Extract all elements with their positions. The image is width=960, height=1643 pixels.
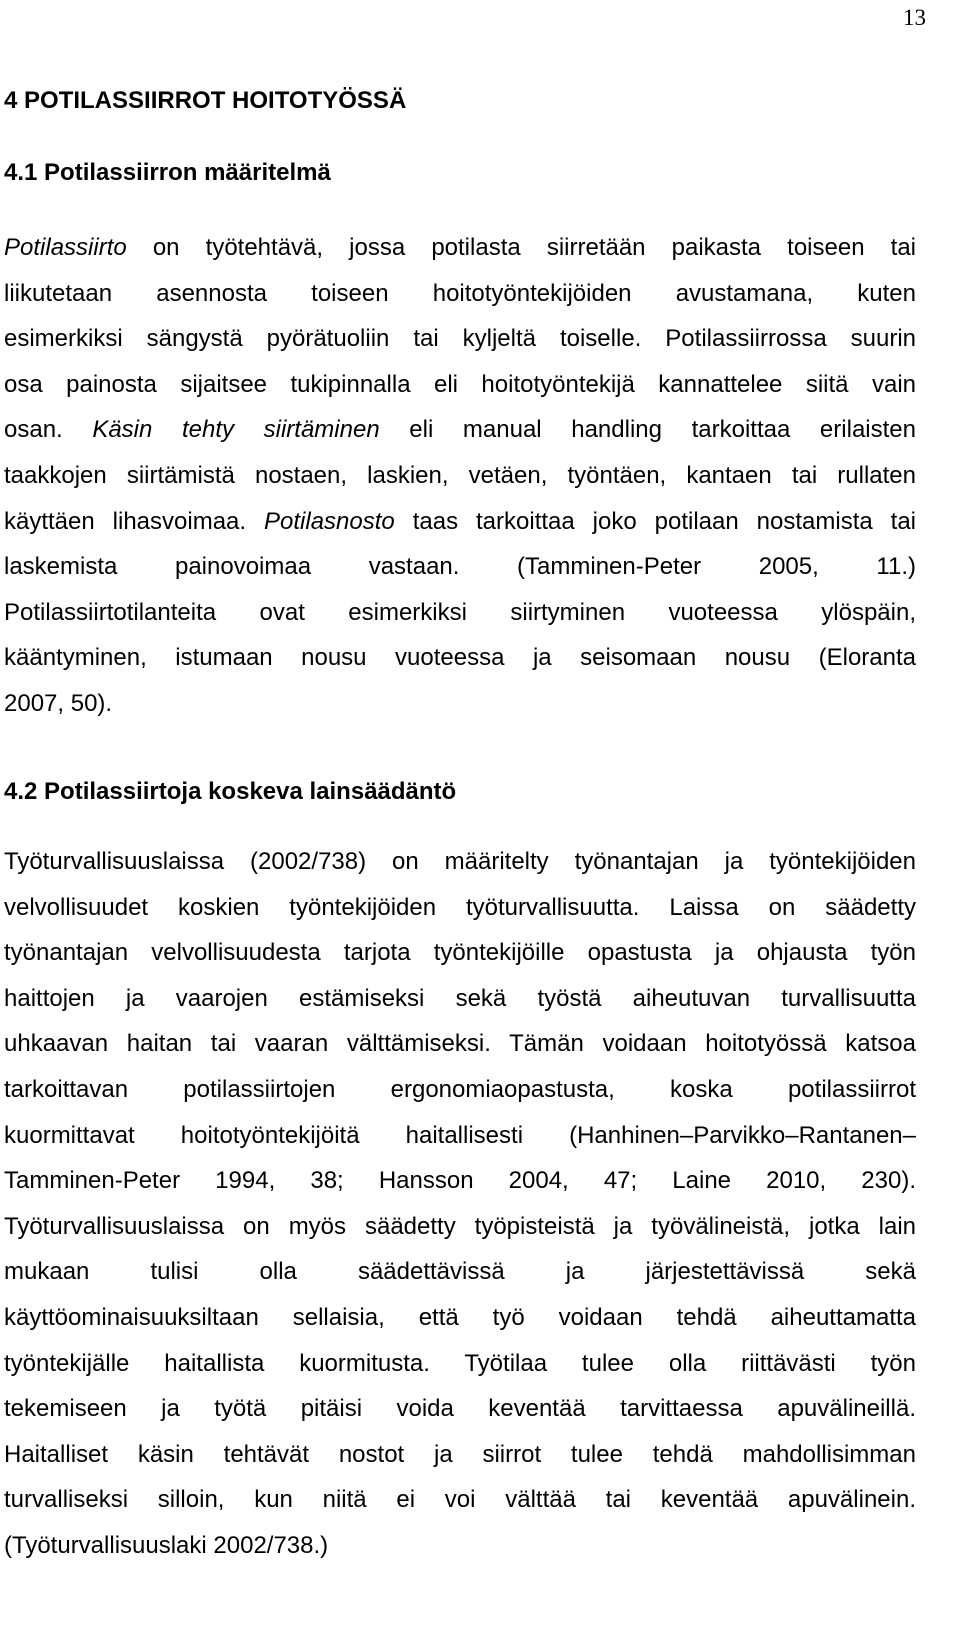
text-line	[4, 1249, 916, 1295]
text-run: Työturvallisuuslaissa (2002/738) on määritelty työnantajan ja työntekijöiden	[4, 848, 916, 875]
text-run: Haitalliset käsin tehtävät nostot ja siirrot tulee tehdä mahdollisimman	[4, 1440, 916, 1468]
text-run: velvollisuudet koskien työntekijöiden työturvallisuutta. Laissa on säädetty	[4, 893, 916, 921]
text-run: liikutetaan asennosta toiseen hoitotyöntekijöiden avustamana, kuten	[4, 279, 916, 307]
text-run: taas tarkoittaa joko potilaan nostamista tai	[394, 507, 916, 535]
text-run: 2007, 50).	[4, 689, 113, 717]
text-line	[4, 1523, 916, 1569]
italic-term: Potilasnosto	[264, 507, 395, 535]
text-run: mukaan tulisi olla säädettävissä ja järjestettävissä sekä	[4, 1258, 916, 1286]
text-run: eli manual handling tarkoittaa erilaisten	[379, 416, 916, 444]
text-line	[4, 1021, 916, 1067]
text-line	[4, 1204, 916, 1250]
text-run: käyttöominaisuuksiltaan sellaisia, että työ voidaan tehdä aiheuttamatta	[4, 1303, 916, 1331]
text-run: Työturvallisuuslaissa on myös säädetty työpisteistä ja työvälineistä, jotka lain	[4, 1212, 916, 1240]
text-run: on työtehtävä, jossa potilasta siirretään paikasta toiseen tai	[126, 234, 916, 261]
text-line	[4, 407, 916, 453]
text-run: haittojen ja vaarojen estämiseksi sekä työstä aiheutuvan turvallisuutta	[4, 984, 916, 1012]
text-line	[4, 1158, 916, 1204]
section-4-2-paragraph	[4, 839, 916, 1569]
text-run: osa painosta sijaitsee tukipinnalla eli hoitotyöntekijä kannattelee siitä vain	[4, 370, 916, 398]
text-run: Tamminen-Peter 1994, 38; Hansson 2004, 47; Laine 2010, 230).	[4, 1167, 916, 1195]
text-line	[4, 1067, 916, 1113]
page-number: 13	[903, 5, 926, 30]
text-run: esimerkiksi sängystä pyörätuoliin tai kyljeltä toiselle. Potilassiirrossa suurin	[4, 325, 916, 353]
text-run: Potilassiirtotilanteita ovat esimerkiksi siirtyminen vuoteessa ylöspäin,	[4, 598, 916, 626]
text-line	[4, 1386, 916, 1432]
chapter-heading: 4 POTILASSIIRROT HOITOTYÖSSÄ	[4, 87, 407, 114]
text-line	[4, 635, 916, 681]
text-line	[4, 590, 916, 636]
text-line	[4, 681, 916, 727]
text-run: taakkojen siirtämistä nostaen, laskien, vetäen, työntäen, kantaen tai rullaten	[4, 461, 916, 489]
text-run: (Työturvallisuuslaki 2002/738.)	[4, 1531, 329, 1559]
text-line	[4, 885, 916, 931]
text-line	[4, 316, 916, 362]
text-line	[4, 839, 916, 885]
text-line	[4, 544, 916, 590]
text-run: työntekijälle haitallista kuormitusta. Työtilaa tulee olla riittävästi työn	[4, 1349, 916, 1377]
text-run: tarkoittavan potilassiirtojen ergonomiaopastusta, koska potilassiirrot	[4, 1075, 916, 1103]
text-run: turvalliseksi silloin, kun niitä ei voi välttää tai keventää apuvälinein.	[4, 1486, 916, 1514]
section-heading-4-2: 4.2 Potilassiirtoja koskeva lainsäädäntö	[4, 778, 457, 805]
text-run: kuormittavat hoitotyöntekijöitä haitallisesti (Hanhinen–Parvikko–Rantanen–	[4, 1121, 916, 1149]
text-run: laskemista painovoimaa vastaan. (Tamminen-Peter 2005, 11.)	[4, 553, 916, 581]
text-line	[4, 1341, 916, 1387]
text-line	[4, 1113, 916, 1159]
section-heading-4-1: 4.1 Potilassiirron määritelmä	[4, 159, 331, 186]
italic-term: Käsin tehty siirtäminen	[92, 416, 380, 444]
text-run: kääntyminen, istumaan nousu vuoteessa ja seisomaan nousu (Eloranta	[4, 644, 916, 672]
text-line	[4, 1295, 916, 1341]
text-line	[4, 1477, 916, 1523]
text-run: työnantajan velvollisuudesta tarjota työntekijöille opastusta ja ohjausta työn	[4, 939, 916, 967]
text-run: osan.	[4, 416, 93, 444]
text-run: käyttäen lihasvoimaa.	[4, 507, 265, 535]
text-run: uhkaavan haitan tai vaaran välttämiseksi. Tämän voidaan hoitotyössä katsoa	[4, 1030, 916, 1058]
text-line	[4, 930, 916, 976]
section-4-1-paragraph	[4, 225, 916, 727]
text-run: tekemiseen ja työtä pitäisi voida keventää tarvittaessa apuvälineillä.	[4, 1395, 916, 1423]
text-line	[4, 271, 916, 317]
text-line	[4, 1432, 916, 1478]
text-line	[4, 453, 916, 499]
italic-term: Potilassiirto	[4, 234, 127, 261]
text-line	[4, 225, 916, 271]
text-line	[4, 976, 916, 1022]
text-line	[4, 362, 916, 408]
text-line	[4, 499, 916, 545]
